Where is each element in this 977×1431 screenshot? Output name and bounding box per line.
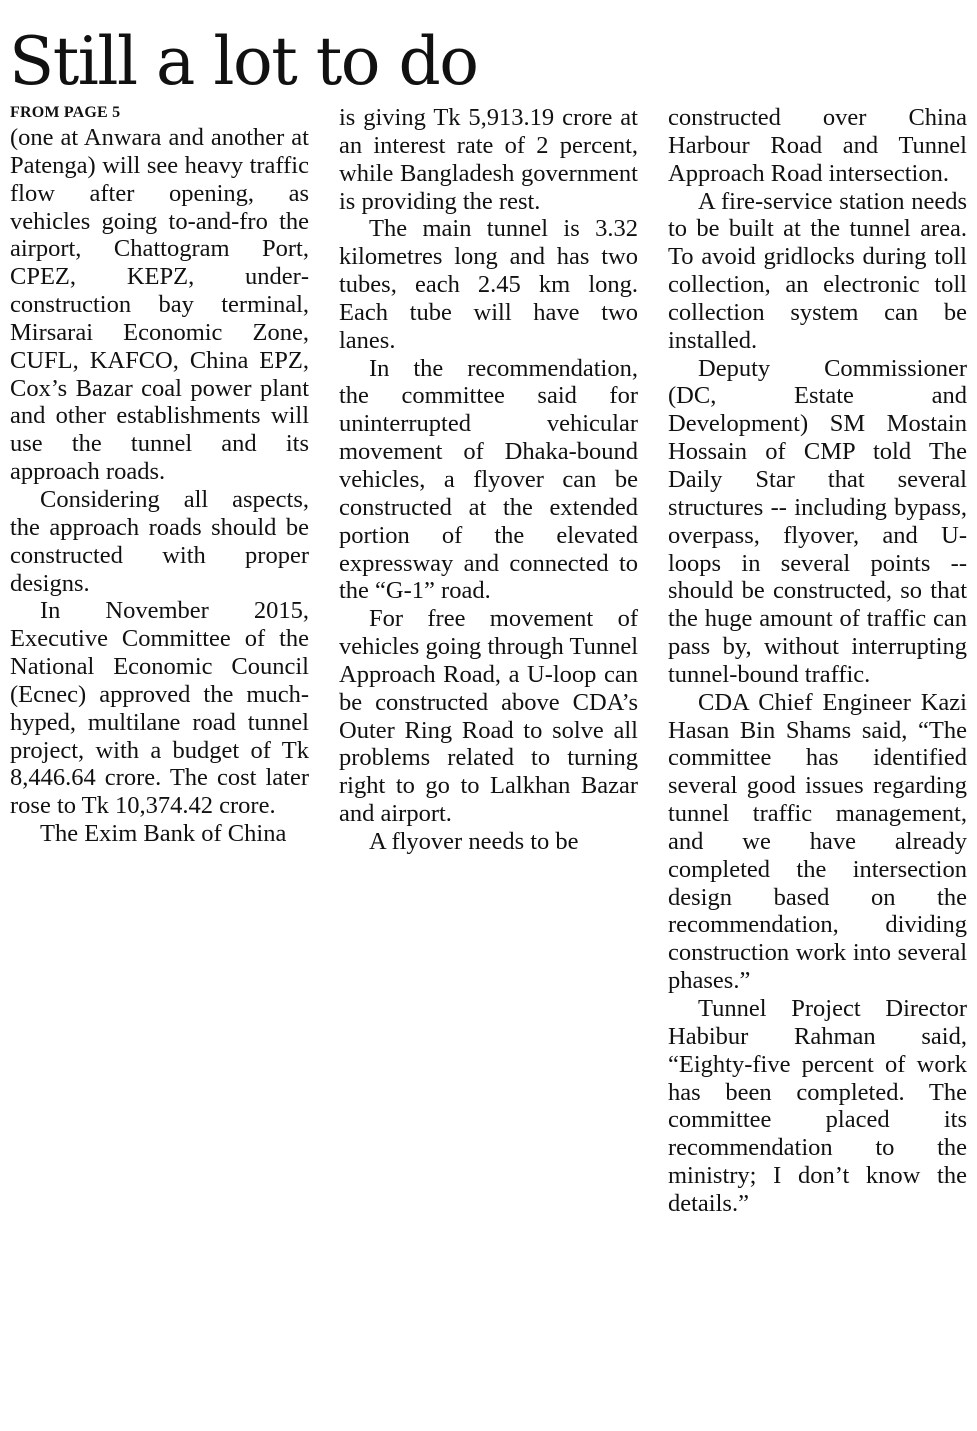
jump-line: FROM PAGE 5 [10,104,121,121]
paragraph: In November 2015, Executive Committee of the National Economic Council (Ecnec) approved the much-hyped, multilane road tunnel project, with a budget of Tk 8,446.64 crore. The cost later rose to Tk 10,374.42 crore. [10,597,309,820]
article-column-1 [10,104,309,848]
paragraph: The Exim Bank of China [40,820,287,848]
paragraph: Deputy Commissioner (DC, Estate and Development) SM Mostain Hossain of CMP told The Daily Star that several structures -- including bypass, overpass, flyover, and U-loops in several points -- should be constructed, so that the huge amount of traffic can pass by, without interrupting tunnel-bound traffic. [668,354,967,688]
article-column-2 [339,104,638,856]
headline: Still a lot to do [9,23,478,100]
article-column-3 [668,104,967,1218]
paragraph: (one at Anwara and another at Patenga) will see heavy traffic flow after opening, as vehicles going to-and-fro the airport, Chattogram Port, CPEZ, KEPZ, underconstruction bay terminal, Mirsarai Economic Zone, CUFL, KAFCO, China EPZ, Cox’s Bazar coal power plant and other establishments will use the tunnel and its approach roads. [10,124,309,486]
paragraph: Considering all aspects, the approach roads should be constructed with proper designs. [10,485,309,597]
paragraph: A flyover needs to be [369,827,579,855]
paragraph: The main tunnel is 3.32 kilometres long and has two tubes, each 2.45 km long. Each tube will have two lanes. [339,215,638,354]
paragraph: Tunnel Project Director Habibur Rahman said, “Eighty-five percent of work has been completed. The committee placed its recommendation to the ministry; I don’t know the details.” [668,995,967,1217]
paragraph: is giving Tk 5,913.19 crore at an interest rate of 2 percent, while Bangladesh government is providing the rest. [339,104,638,215]
paragraph: CDA Chief Engineer Kazi Hasan Bin Shams said, “The committee has identified several good issues regarding tunnel traffic management, and we have already completed the intersection design based on the recommendation, dividing construction work into several phases.” [668,688,967,995]
paragraph: constructed over China Harbour Road and Tunnel Approach Road intersection. [668,104,967,187]
paragraph: In the recommendation, the committee said for uninterrupted vehicular movement of Dhaka-bound vehicles, a flyover can be constructed at the extended portion of the elevated expressway and connected to the “G-1” road. [339,354,638,605]
paragraph: For free movement of vehicles going through Tunnel Approach Road, a U-loop can be constructed above CDA’s Outer Ring Road to solve all problems related to turning right to go to Lalkhan Bazar and airport. [339,605,638,828]
paragraph: A fire-service station needs to be built at the tunnel area. To avoid gridlocks during toll collection, an electronic toll collection system can be installed. [668,187,967,354]
